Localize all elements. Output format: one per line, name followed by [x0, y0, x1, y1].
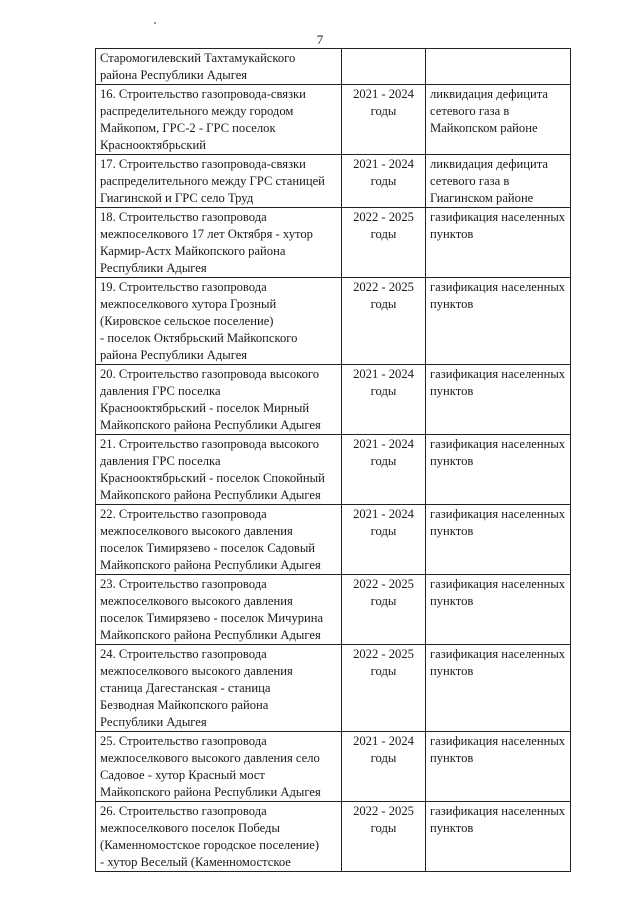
project-name-line: 20. Строительство газопровода высокого: [100, 367, 320, 381]
project-name-line: 24. Строительство газопровода: [100, 647, 267, 661]
period-line: 2022 - 2025: [353, 577, 414, 591]
purpose-line: газификация населенных: [430, 280, 566, 294]
project-name-line: распределительного между ГРС станицей: [100, 174, 325, 188]
purpose-line: пунктов: [430, 297, 474, 311]
purpose-line: ликвидация дефицита: [430, 157, 549, 171]
project-name-line: межпоселкового высокого давления село: [100, 751, 320, 765]
table-row: [96, 505, 571, 575]
period-cell: [342, 645, 426, 732]
purpose-line: ликвидация дефицита: [430, 87, 549, 101]
project-name-cell: [96, 575, 342, 645]
period-line: годы: [370, 821, 397, 835]
purpose-cell: [426, 49, 571, 85]
project-name-line: - поселок Октябрьский Майкопского: [100, 331, 298, 345]
table-row: [96, 278, 571, 365]
project-name-line: (Кировское сельское поселение): [100, 314, 274, 328]
purpose-line: газификация населенных: [430, 647, 566, 661]
period-cell: [342, 802, 426, 872]
period-cell: [342, 278, 426, 365]
purpose-line: Майкопском районе: [430, 121, 538, 135]
period-cell: [342, 365, 426, 435]
table-body: [96, 49, 571, 872]
table-row: [96, 208, 571, 278]
project-name-line: станица Дагестанская - станица: [100, 681, 271, 695]
project-name-line: Майкопского района Республики Адыгея: [100, 488, 321, 502]
project-name-line: 17. Строительство газопровода-связки: [100, 157, 306, 171]
period-line: 2022 - 2025: [353, 804, 414, 818]
purpose-cell: [426, 278, 571, 365]
project-name-cell: [96, 802, 342, 872]
project-name-line: Кармир-Астх Майкопского района: [100, 244, 286, 258]
purpose-line: сетевого газа в: [430, 104, 510, 118]
table-row: [96, 645, 571, 732]
period-line: годы: [370, 594, 397, 608]
period-line: 2021 - 2024: [353, 157, 414, 171]
project-name-cell: [96, 208, 342, 278]
period-line: годы: [370, 454, 397, 468]
purpose-line: газификация населенных: [430, 210, 566, 224]
project-name-line: 25. Строительство газопровода: [100, 734, 267, 748]
purpose-line: пунктов: [430, 384, 474, 398]
project-name-cell: [96, 732, 342, 802]
table-row: [96, 802, 571, 872]
project-name-line: поселок Тимирязево - поселок Мичурина: [100, 611, 324, 625]
table-row: [96, 155, 571, 208]
period-line: годы: [370, 174, 397, 188]
purpose-cell: [426, 732, 571, 802]
period-line: 2021 - 2024: [353, 87, 414, 101]
project-name-line: 23. Строительство газопровода: [100, 577, 267, 591]
project-name-cell: [96, 155, 342, 208]
project-name-line: поселок Тимирязево - поселок Садовый: [100, 541, 316, 555]
project-name-line: района Республики Адыгея: [100, 348, 248, 362]
period-line: 2021 - 2024: [353, 367, 414, 381]
period-cell: [342, 505, 426, 575]
purpose-cell: [426, 575, 571, 645]
table-row: [96, 435, 571, 505]
purpose-line: пунктов: [430, 454, 474, 468]
purpose-line: газификация населенных: [430, 804, 566, 818]
period-line: 2021 - 2024: [353, 437, 414, 451]
period-cell: [342, 732, 426, 802]
project-name-line: Садовое - хутор Красный мост: [100, 768, 265, 782]
purpose-line: газификация населенных: [430, 577, 566, 591]
scan-speck: [154, 22, 156, 24]
project-name-cell: [96, 85, 342, 155]
project-name-line: Республики Адыгея: [100, 261, 207, 275]
project-name-line: межпоселкового поселок Победы: [100, 821, 280, 835]
project-name-line: межпоселкового 17 лет Октября - хутор: [100, 227, 313, 241]
project-name-line: 19. Строительство газопровода: [100, 280, 267, 294]
purpose-cell: [426, 802, 571, 872]
purpose-line: газификация населенных: [430, 734, 566, 748]
period-cell: [342, 49, 426, 85]
project-name-line: распределительного между городом: [100, 104, 294, 118]
project-name-line: Краснооктябрьский - поселок Спокойный: [100, 471, 325, 485]
purpose-line: газификация населенных: [430, 507, 566, 521]
project-name-cell: [96, 278, 342, 365]
purpose-line: газификация населенных: [430, 367, 566, 381]
purpose-line: пунктов: [430, 594, 474, 608]
table-row: [96, 85, 571, 155]
project-name-cell: [96, 49, 342, 85]
purpose-line: пунктов: [430, 821, 474, 835]
purpose-line: пунктов: [430, 664, 474, 678]
purpose-cell: [426, 645, 571, 732]
project-name-line: 16. Строительство газопровода-связки: [100, 87, 306, 101]
project-name-line: района Республики Адыгея: [100, 68, 248, 82]
project-name-line: 26. Строительство газопровода: [100, 804, 267, 818]
project-name-line: 21. Строительство газопровода высокого: [100, 437, 320, 451]
purpose-line: газификация населенных: [430, 437, 566, 451]
table-row: [96, 49, 571, 85]
purpose-cell: [426, 505, 571, 575]
project-name-cell: [96, 645, 342, 732]
project-name-line: Республики Адыгея: [100, 715, 207, 729]
page-number: 7: [316, 32, 324, 47]
purpose-cell: [426, 208, 571, 278]
project-name-line: межпоселкового высокого давления: [100, 664, 293, 678]
purpose-cell: [426, 85, 571, 155]
project-name-line: Старомогилевский Тахтамукайского: [100, 51, 296, 65]
purpose-line: пунктов: [430, 227, 474, 241]
project-name-line: Краснооктябрьский: [100, 138, 206, 152]
table-row: [96, 732, 571, 802]
period-line: 2021 - 2024: [353, 507, 414, 521]
project-name-line: 22. Строительство газопровода: [100, 507, 267, 521]
project-name-line: Майкопом, ГРС-2 - ГРС поселок: [100, 121, 276, 135]
period-cell: [342, 155, 426, 208]
project-name-line: давления ГРС поселка: [100, 384, 221, 398]
project-name-line: Майкопского района Республики Адыгея: [100, 418, 321, 432]
period-line: годы: [370, 384, 397, 398]
project-name-line: межпоселкового высокого давления: [100, 594, 293, 608]
period-line: годы: [370, 664, 397, 678]
period-line: годы: [370, 227, 397, 241]
purpose-cell: [426, 435, 571, 505]
project-name-line: Гиагинской и ГРС село Труд: [100, 191, 254, 205]
period-line: годы: [370, 751, 397, 765]
period-line: годы: [370, 104, 397, 118]
purpose-cell: [426, 365, 571, 435]
project-name-line: 18. Строительство газопровода: [100, 210, 267, 224]
table-row: [96, 575, 571, 645]
period-cell: [342, 575, 426, 645]
project-name-line: Краснооктябрьский - поселок Мирный: [100, 401, 310, 415]
project-name-line: Майкопского района Республики Адыгея: [100, 558, 321, 572]
project-name-line: межпоселкового хутора Грозный: [100, 297, 277, 311]
period-line: 2022 - 2025: [353, 647, 414, 661]
period-line: 2022 - 2025: [353, 280, 414, 294]
project-name-line: - хутор Веселый (Каменномостское: [100, 855, 291, 869]
project-name-cell: [96, 505, 342, 575]
project-name-cell: [96, 435, 342, 505]
period-line: годы: [370, 524, 397, 538]
period-cell: [342, 85, 426, 155]
purpose-line: пунктов: [430, 524, 474, 538]
project-name-line: давления ГРС поселка: [100, 454, 221, 468]
period-cell: [342, 435, 426, 505]
purpose-cell: [426, 155, 571, 208]
purpose-line: пунктов: [430, 751, 474, 765]
purpose-line: Гиагинском районе: [430, 191, 534, 205]
project-name-line: Майкопского района Республики Адыгея: [100, 628, 321, 642]
period-line: 2021 - 2024: [353, 734, 414, 748]
table-row: [96, 365, 571, 435]
purpose-line: сетевого газа в: [430, 174, 510, 188]
period-line: 2022 - 2025: [353, 210, 414, 224]
project-name-line: межпоселкового высокого давления: [100, 524, 293, 538]
period-cell: [342, 208, 426, 278]
project-name-line: Безводная Майкопского района: [100, 698, 269, 712]
project-name-line: (Каменномостское городское поселение): [100, 838, 320, 852]
period-line: годы: [370, 297, 397, 311]
project-name-line: Майкопского района Республики Адыгея: [100, 785, 321, 799]
gas-pipeline-table: [95, 48, 571, 872]
project-name-cell: [96, 365, 342, 435]
